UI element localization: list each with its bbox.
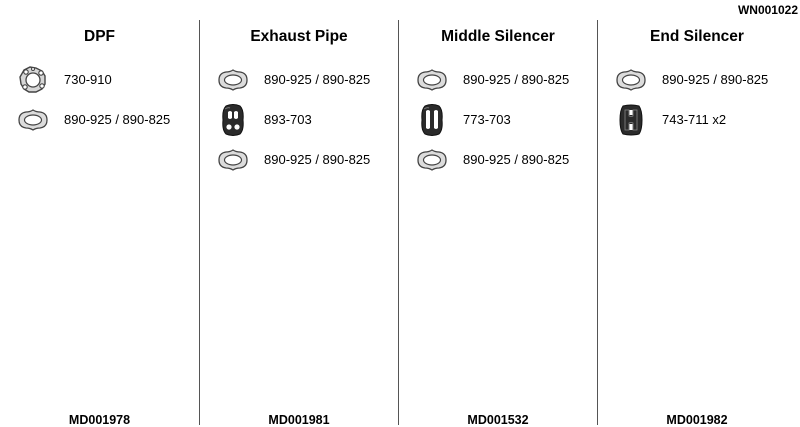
part-number: 890-925 / 890-825 <box>264 152 371 167</box>
oval-gasket-icon <box>216 64 252 96</box>
oval-gasket-icon <box>415 144 451 176</box>
column-dpf <box>0 20 199 425</box>
part-row <box>200 104 398 136</box>
part-number: 890-925 / 890-825 <box>264 72 371 87</box>
part-number: 773-703 <box>463 112 511 127</box>
oval-gasket-icon <box>216 144 252 176</box>
part-number: 743-711 x2 <box>662 112 727 127</box>
part-number: 730-910 <box>64 72 112 87</box>
document-code: WN001022 <box>737 3 798 17</box>
h-shaped-hanger-icon <box>614 104 650 136</box>
oval-gasket-icon <box>614 64 650 96</box>
column-title: End Silencer <box>650 28 744 45</box>
part-number: 893-703 <box>264 112 312 127</box>
part-number: 890-925 / 890-825 <box>463 72 570 87</box>
column-end-silencer <box>597 20 796 425</box>
part-number: 890-925 / 890-825 <box>64 112 171 127</box>
part-row <box>0 64 199 96</box>
part-number: 890-925 / 890-825 <box>463 152 570 167</box>
part-row <box>399 144 597 176</box>
column-reference: MD001978 <box>68 413 131 427</box>
column-reference: MD001532 <box>467 413 529 427</box>
column-exhaust-pipe <box>199 20 398 425</box>
part-number: 890-925 / 890-825 <box>662 72 769 87</box>
part-row <box>399 104 597 136</box>
column-reference: MD001981 <box>268 413 330 427</box>
column-reference: MD001982 <box>666 413 728 427</box>
part-row <box>598 104 796 136</box>
column-title: Middle Silencer <box>441 28 555 45</box>
part-row <box>200 64 398 96</box>
oval-gasket-icon <box>16 104 52 136</box>
rubber-hanger-icon <box>216 104 252 136</box>
part-row <box>399 64 597 96</box>
oval-gasket-icon <box>415 64 451 96</box>
part-row <box>200 144 398 176</box>
part-row <box>598 64 796 96</box>
column-title: DPF <box>84 28 115 45</box>
column-middle-silencer <box>398 20 597 425</box>
column-title: Exhaust Pipe <box>250 28 348 45</box>
dpf-flange-gasket-icon <box>16 64 52 96</box>
part-row <box>0 104 199 136</box>
rubber-hanger-icon <box>415 104 451 136</box>
